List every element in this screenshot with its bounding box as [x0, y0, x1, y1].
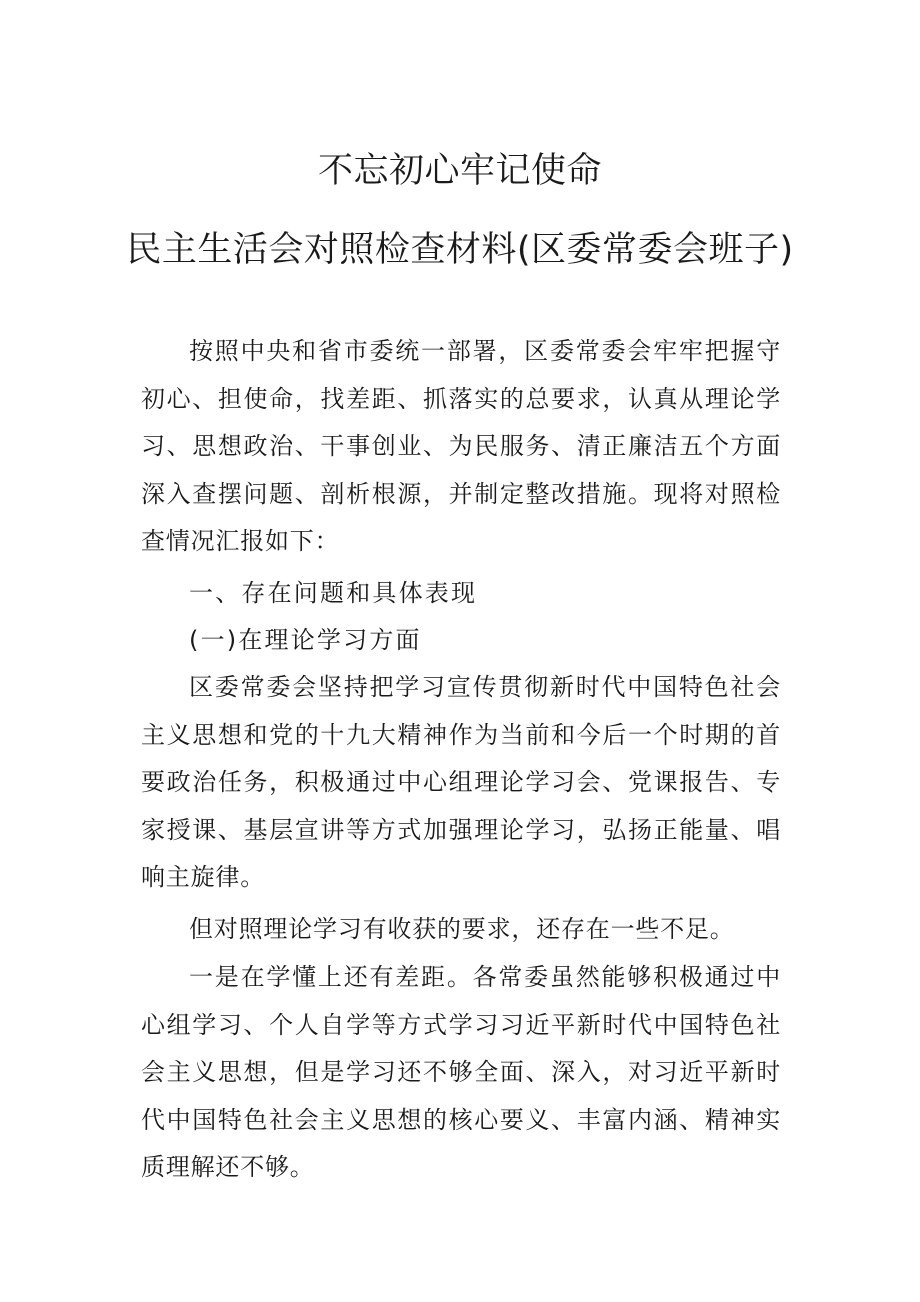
- body-paragraph: 但对照理论学习有收获的要求，还存在一些不足。: [189, 915, 735, 943]
- body-paragraph: 区委常委会坚持把学习宣传贯彻新时代中国特色社会主义思想和党的十九大精神作为当前和今后一个时期的首要政治任务，积极通过中心组理论学习会、党课报告、专家授课、基层宣讲等方式加强理论学习，弘扬正能量、唱响主旋律。: [141, 673, 781, 891]
- document-title-line-2: 民主生活会对照检查材料(区委常委会班子): [126, 230, 794, 271]
- document-title-line-1: 不忘初心牢记使命: [317, 151, 602, 192]
- subsection-heading: (一)在理论学习方面: [189, 626, 422, 654]
- intro-paragraph: 按照中央和省市委统一部署，区委常委会牢牢把握守初心、担使命，找差距、抓落实的总要求，认真从理论学习、思想政治、干事创业、为民服务、清正廉洁五个方面深入查摆问题、剖析根源，并制定整改措施。现将对照检查情况汇报如下：: [141, 337, 781, 555]
- section-heading: 一、存在问题和具体表现: [189, 579, 478, 607]
- body-paragraph: 一是在学懂上还有差距。各常委虽然能够积极通过中心组学习、个人自学等方式学习习近平新时代中国特色社会主义思想，但是学习还不够全面、深入，对习近平新时代中国特色社会主义思想的核心要义、丰富内涵、精神实质理解还不够。: [141, 963, 781, 1181]
